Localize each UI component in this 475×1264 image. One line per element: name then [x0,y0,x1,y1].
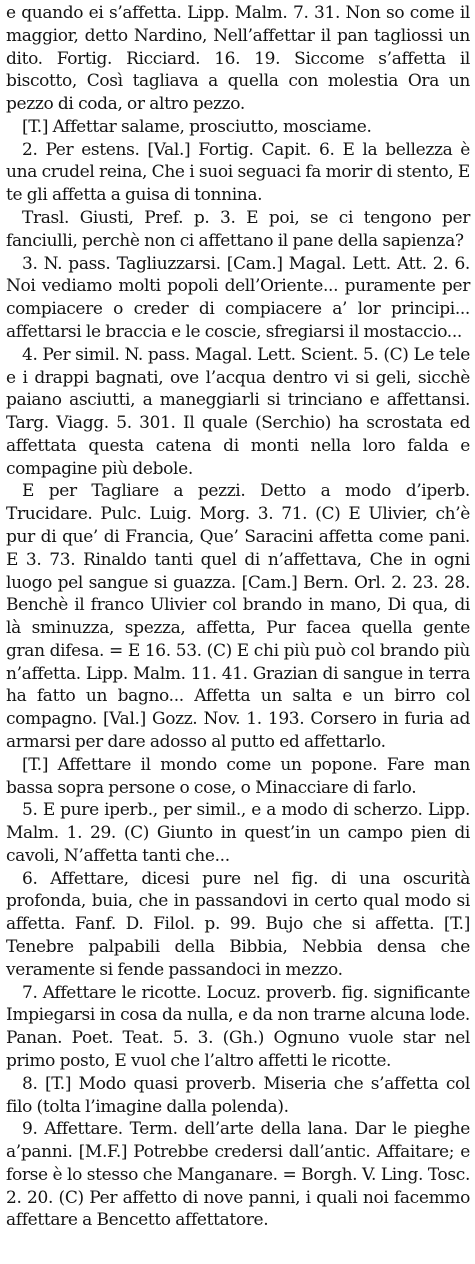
paragraph-8: [T.] Affettare il mondo come un popone. Fare man bassa sopra persone o cose, o Minacciare di farlo. [6,754,470,798]
paragraph-12: 8. [T.] Modo quasi proverb. Miseria che s’affetta col filo (tolta l’imagine dalla polenda). [6,1073,470,1117]
paragraph-2: [T.] Affettar salame, prosciutto, mosciame. [22,116,372,137]
paragraph-5: 3. N. pass. Tagliuzzarsi. [Cam.] Magal. Lett. Att. 2. 6. Noi vediamo molti popoli dell’Oriente... puramente per compiacere o creder di compiacere a’ lor principi... affettarsi le braccia e le coscie, sfregiarsi il mostaccio... [6,253,470,342]
paragraph-11: 7. Affettare le ricotte. Locuz. proverb. fig. significante Impiegarsi in cosa da nulla, e da non trarne alcuna lode. Panan. Poet. Teat. 5. 3. (Gh.) Ognuno vuole star nel primo posto, E vuol che l’altro affetti le ricotte. [6,982,470,1071]
paragraph-9: 5. E pure iperb., per simil., e a modo di scherzo. Lipp. Malm. 1. 29. (C) Giunto in quest’in un campo pien di cavoli, N’affetta tanti che... [6,800,470,866]
paragraph-13: 9. Affettare. Term. dell’arte della lana. Dar le pieghe a’panni. [M.F.] Potrebbe credersi dall’antic. Affaitare; e forse è lo stesso che Manganare. = Borgh. V. Ling. Tosc. 2. 20. (C) Per affetto di nove panni, i quali noi facemmo affettare a Bencetto affettatore. [6,1119,470,1231]
paragraph-6: 4. Per simil. N. pass. Magal. Lett. Scient. 5. (C) Le tele e i drappi bagnati, ove l’acqua dentro vi si geli, sicchè paiano asciutti, a maneggiarli si trinciano e affettansi. Targ. Viagg. 5. 301. Il quale (Serchio) ha scrostata ed affettata questa catena di monti nella loro falda e compagine più debole. [6,344,470,479]
paragraph-1: e quando ei s’affetta. Lipp. Malm. 7. 31. Non so come il maggior, detto Nardino, Nell’affettar il pan tagliossi un dito. Fortig. Ricciard. 16. 19. Siccome s’affetta il biscotto, Così tagliava a quella con molestia Ora un pezzo di coda, or altro pezzo. [6,3,470,115]
paragraph-3: 2. Per estens. [Val.] Fortig. Capit. 6. E la bellezza è una crudel reina, Che i suoi seguaci fa morir di stento, E te gli affetta a guisa di tonnina. [6,139,470,206]
paragraph-4: Trasl. Giusti, Pref. p. 3. E poi, se ci tengono per fanciulli, perchè non ci affettano il pane della sapienza? [6,208,470,251]
paragraph-7: E per Tagliare a pezzi. Detto a modo d’iperb. Trucidare. Pulc. Luig. Morg. 3. 71. (C) E Ulivier, ch’è pur di que’ di Francia, Que’ Saracini affetta come pani. E 3. 73. Rinaldo tanti quel di n’affettava, Che in ogni luogo pel sangue si guazza. [Cam.] Bern. Orl. 2. 23. 28. Benchè il franco Ulivier col brando in mano, Di qua, di là sminuzza, spezza, affetta, Pur facea quella gente gran difesa. = E 16. 53. (C) E chi più può col brando più n’affetta. Lipp. Malm. 11. 41. Grazian di sangue in terra ha fatto un bagno... Affetta un salta e un birro col compagno. [Val.] Gozz. Nov. 1. 193. Corsero in furia ad armarsi per dare adosso al putto ed affettarlo. [6,481,470,752]
paragraph-10: 6. Affettare, dicesi pure nel fig. di una oscurità profonda, buia, che in passandovi in certo qual modo si affetta. Fanf. D. Filol. p. 99. Bujo che si affetta. [T.] Tenebre palpabili della Bibbia, Nebbia densa che veramente si fende passandoci in mezzo. [6,868,470,980]
